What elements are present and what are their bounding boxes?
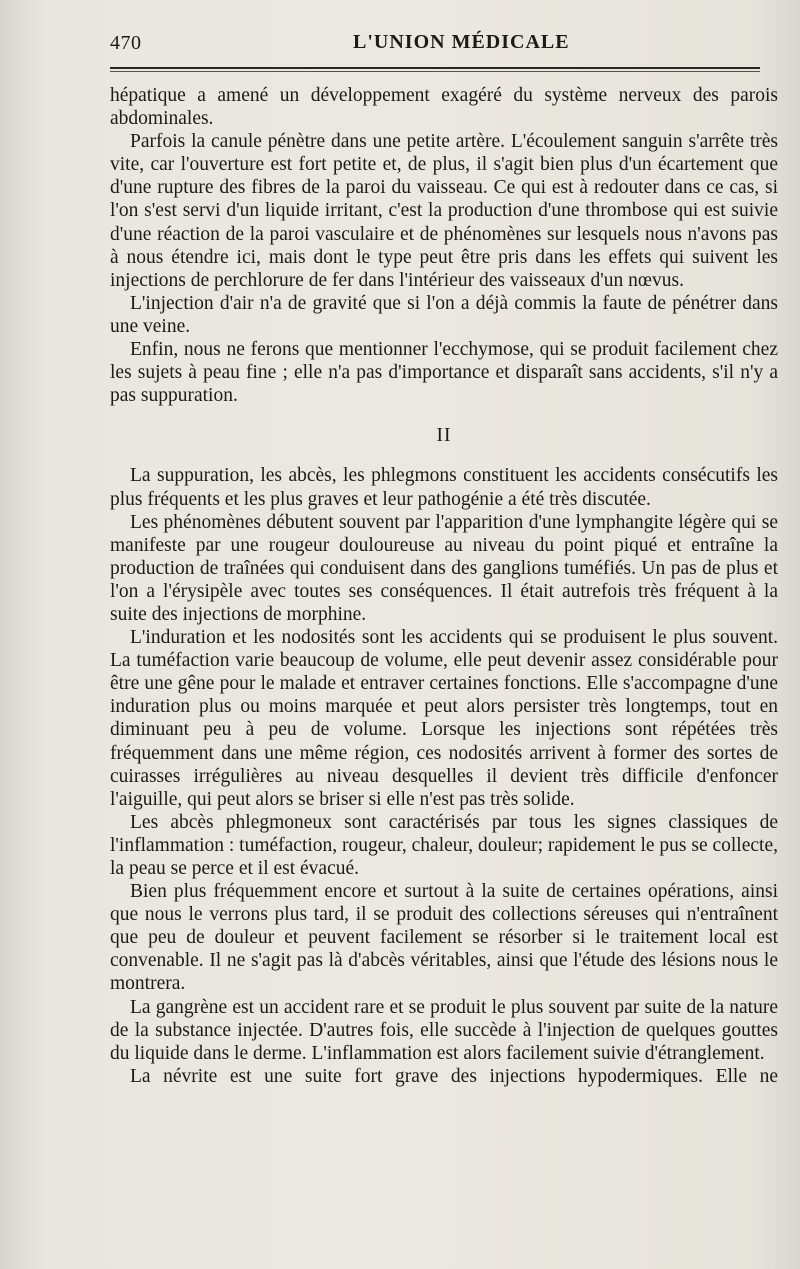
page-header — [110, 28, 772, 64]
paragraph: Les abcès phlegmoneux sont caractérisés par tous les signes classiques de l'inflammation : tuméfaction, rougeur, chaleur, douleur; rapidement le pus se collecte, la peau se perce et il est évacué. — [110, 811, 778, 879]
paragraph: La névrite est une suite fort grave des injections hypodermiques. Elle ne — [130, 1065, 778, 1087]
paragraph: Parfois la canule pénètre dans une petite artère. L'écoulement sanguin s'arrête très vite, car l'ouverture est fort petite et, de plus, il s'agit bien plus d'un écartement que d'une rupture des fibres de la paroi du vaisseau. Ce qui est à redouter dans ce cas, si l'on s'est servi d'un liquide irritant, c'est la production d'une thrombose qui est suivie d'une réaction de la paroi vasculaire et de phénomènes sur lesquels nous n'avons pas à nous étendre ici, mais dont le type peut être pris dans les effets qui suivent les injections de perchlorure de fer dans l'intérieur des vaisseaux d'un nœvus. — [110, 131, 778, 291]
running-title: L'UNION MÉDICALE — [353, 31, 570, 53]
paragraph: La suppuration, les abcès, les phlegmons constituent les accidents consécutifs les plus fréquents et les plus graves et leur pathogénie a été très discutée. — [110, 465, 778, 510]
header-rule — [110, 67, 760, 69]
paragraph: La gangrène est un accident rare et se produit le plus souvent par suite de la nature de la substance injectée. D'autres fois, elle succède à l'injection de quelques gouttes du liquide dans le derme. L'inflammation est alors facilement suivie d'étranglement. — [110, 996, 778, 1064]
paragraph: Enfin, nous ne ferons que mentionner l'ecchymose, qui se produit facilement chez les sujets à peau fine ; elle n'a pas d'importance et disparaît sans accidents, s'il n'y a pas suppuration. — [110, 339, 778, 407]
paragraph: hépatique a amené un développement exagéré du système nerveux des parois abdominales. — [110, 85, 778, 130]
paragraph: L'injection d'air n'a de gravité que si l'on a déjà commis la faute de pénétrer dans une veine. — [110, 292, 778, 337]
header-rule-thin — [110, 71, 760, 72]
paragraph: Bien plus fréquemment encore et surtout à la suite de certaines opérations, ainsi que nous le verrons plus tard, il se produit des collections séreuses qui n'entraînent que peu de douleur et peuvent facilement se résorber si le traitement local est convenable. Il ne s'agit pas là d'abcès véritables, ainsi que l'étude des lésions nous le montrera. — [110, 881, 778, 995]
section-heading: II — [436, 425, 452, 447]
page-number: 470 — [110, 32, 142, 54]
body-text — [110, 84, 778, 1088]
paragraph: L'induration et les nodosités sont les accidents qui se produisent le plus souvent. La tuméfaction varie beaucoup de volume, elle peut devenir assez considérable pour être une gêne pour le malade et entraver certaines fonctions. Elle s'accompagne d'une induration plus ou moins marquée et peut alors persister très longtemps, tout en diminuant peu à peu de volume. Lorsque les injections sont répétées très fréquemment dans une même région, ces nodosités arrivent à former des sortes de cuirasses irrégulières au niveau desquelles il devient très difficile d'enfoncer l'aiguille, qui peut alors se briser si elle n'est pas très solide. — [110, 627, 778, 810]
paragraph: Les phénomènes débutent souvent par l'apparition d'une lymphangite légère qui se manifeste par une rougeur douloureuse au niveau du point piqué et entraîne la production de traînées qui conduisent dans des ganglions tuméfiés. Un pas de plus et l'on a l'érysipèle avec toutes ses conséquences. Il était autrefois très fréquent à la suite des injections de morphine. — [110, 511, 778, 625]
